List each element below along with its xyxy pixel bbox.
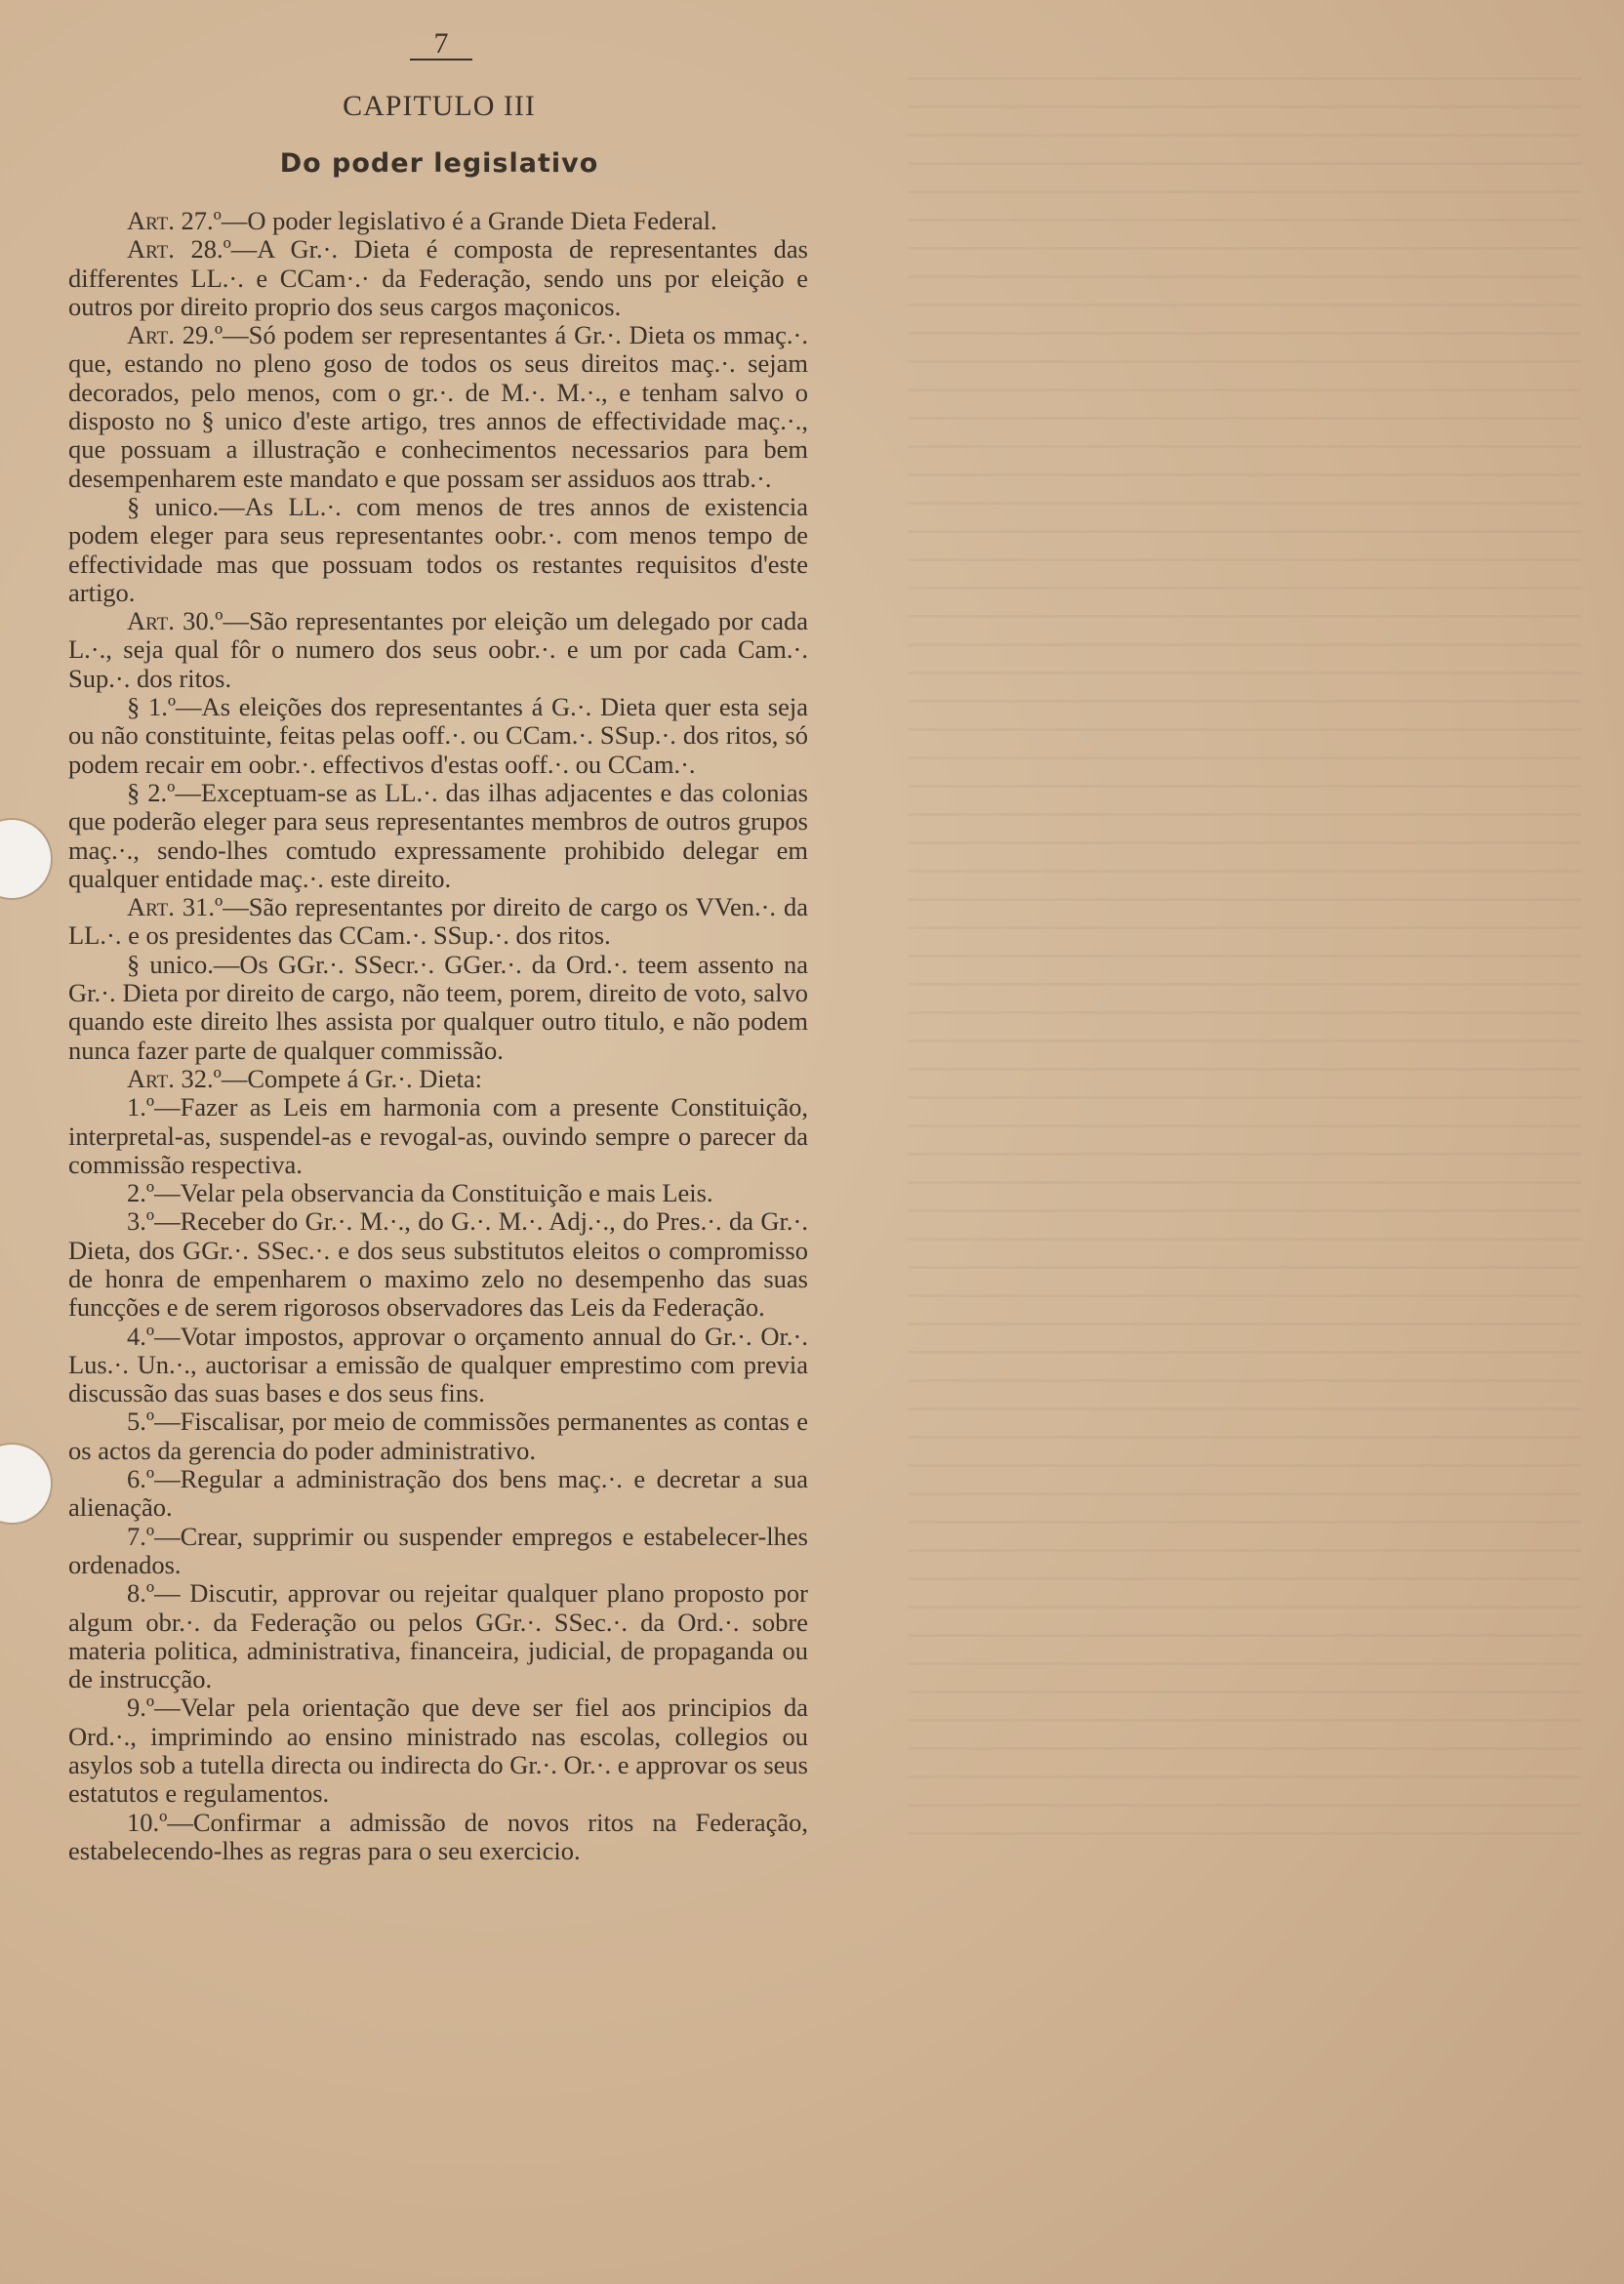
paragraph-text: 7.º—Crear, supprimir ou suspender empregos e estabelecer-lhes ordenados. [68, 1521, 808, 1579]
paragraph-text: 30.º—São representantes por eleição um delegado por cada L.·., seja qual fôr o numero dos seus oobr.·. e um por cada Cam.·. Sup.·. dos ritos. [68, 606, 808, 693]
paragraph [68, 1065, 808, 1093]
punch-hole-bottom [0, 1443, 53, 1525]
paragraph-text: 28.º—A Gr.·. Dieta é composta de representantes das differentes LL.·. e CCam·.· da Federação, sendo uns por eleição e outros por direito proprio dos seus cargos maçonicos. [68, 234, 808, 321]
paragraph [68, 951, 808, 1065]
paragraph-text: § 2.º—Exceptuam-se as LL.·. das ilhas adjacentes e das colonias que poderão eleger para seus representantes membros de outros grupos maç.·., sendo-lhes comtudo expressamente prohibido delegar em qualquer entidade maç.·. este direito. [68, 777, 808, 893]
paragraph [68, 693, 808, 779]
paragraph-text: § 1.º—As eleições dos representantes á G.·. Dieta quer esta seja ou não constituinte, feitas pelas ooff.·. ou CCam.·. SSup.·. dos ritos, só podem recair em oobr.·. effectivos d'estas ooff.·. ou CCam.·. [68, 692, 808, 779]
paragraph [68, 207, 808, 235]
paragraph-text: 9.º—Velar pela orientação que deve ser fiel aos principios da Ord.·., imprimindo ao ensino ministrado nas escolas, collegios ou asylos sob a tutella directa ou indirecta do Gr.·. Or.·. e approvar os seus estatutos e regulamentos. [68, 1693, 808, 1809]
paragraph [68, 235, 808, 321]
paragraph [68, 1809, 808, 1866]
article-label: Art. [127, 206, 175, 235]
paragraph-text: 8.º— Discutir, approvar ou rejeitar qualquer plano proposto por algum obr.·. da Federação ou pelos GGr.·. SSec.·. da Ord.·. sobre materia politica, administrativa, financeira, judicial, de propaganda ou de instrucção. [68, 1578, 808, 1694]
paragraph-text: 2.º—Velar pela observancia da Constituição e mais Leis. [127, 1178, 713, 1208]
paragraph [68, 893, 808, 951]
paragraph-text: § unico.—As LL.·. com menos de tres annos de existencia podem eleger para seus representantes oobr.·. com menos tempo de effectividade mas que possuam todos os restantes requisitos d'este artigo. [68, 491, 808, 607]
paragraph-text: § unico.—Os GGr.·. SSecr.·. GGer.·. da Ord.·. teem assento na Gr.·. Dieta por direito de cargo, não teem, porem, direito de voto, salvo quando este direito lhes assista por qualquer outro titulo, e não podem nunca fazer parte de qualquer commissão. [68, 949, 808, 1065]
paragraph [68, 1207, 808, 1322]
article-label: Art. [127, 606, 175, 636]
paragraph-text: 29.º—Só podem ser representantes á Gr.·. Dieta os mmaç.·. que, estando no pleno goso de todos os seus direitos maç.·. sejam decorados, pelo menos, com o gr.·. de M.·. M.·., e tenham salvo o disposto no § unico d'este artigo, tres annos de effectividade maç.·., que possuam a illustração e conhecimentos necessarios para bem desempenharem este mandato e que possam ser assiduos aos ttrab.·. [68, 320, 808, 493]
paragraph-text: 1.º—Fazer as Leis em harmonia com a presente Constituição, interpretal-as, suspendel-as e revogal-as, ouvindo sempre o parecer da commissão respectiva. [68, 1092, 808, 1179]
paragraph-text: 3.º—Receber do Gr.·. M.·., do G.·. M.·. Adj.·., do Pres.·. da Gr.·. Dieta, dos GGr.·. SSec.·. e dos seus substitutos eleitos o compromisso de honra de empenharem o maximo zelo no desempenho das suas funcções e de serem rigorosos observadores das Leis da Federação. [68, 1206, 808, 1323]
paragraph [68, 321, 808, 493]
paragraph-text: 32.º—Compete á Gr.·. Dieta: [174, 1063, 483, 1093]
show-through-text [908, 59, 1581, 1835]
paragraph [68, 779, 808, 893]
paragraph [68, 1179, 808, 1207]
page-number: 7 [410, 29, 472, 61]
paragraph [68, 607, 808, 693]
paragraph-text: 10.º—Confirmar a admissão de novos ritos na Federação, estabelecendo-lhes as regras para o seu exercicio. [68, 1807, 808, 1865]
paragraph [68, 1323, 808, 1408]
body-text [68, 207, 808, 1865]
paragraph-text: 5.º—Fiscalisar, por meio de commissões permanentes as contas e os actos da gerencia do poder administrativo. [68, 1407, 808, 1465]
paragraph [68, 1693, 808, 1808]
section-title: Do poder legislativo [279, 148, 599, 179]
article-label: Art. [127, 234, 175, 265]
paragraph [68, 1093, 808, 1179]
article-label: Art. [127, 892, 175, 922]
paragraph-text: 6.º—Regular a administração dos bens maç.·. e decretar a sua alienação. [68, 1464, 808, 1523]
paragraph [68, 1465, 808, 1523]
paragraph [68, 1407, 808, 1465]
paragraph [68, 1579, 808, 1693]
paragraph-text: 4.º—Votar impostos, approvar o orçamento annual do Gr.·. Or.·. Lus.·. Un.·., auctorisar a emissão de qualquer emprestimo com previa discussão das suas bases e dos seus fins. [68, 1321, 808, 1408]
paragraph [68, 493, 808, 607]
paragraph-text: 31.º—São representantes por direito de cargo os VVen.·. da LL.·. e os presidentes das CCam.·. SSup.·. dos ritos. [68, 892, 808, 951]
article-label: Art. [127, 320, 175, 350]
punch-hole-top [0, 818, 53, 900]
paragraph-text: 27.º—O poder legislativo é a Grande Dieta Federal. [174, 206, 717, 235]
paragraph [68, 1523, 808, 1580]
chapter-heading: CAPITULO III [343, 90, 536, 122]
article-label: Art. [127, 1063, 175, 1093]
